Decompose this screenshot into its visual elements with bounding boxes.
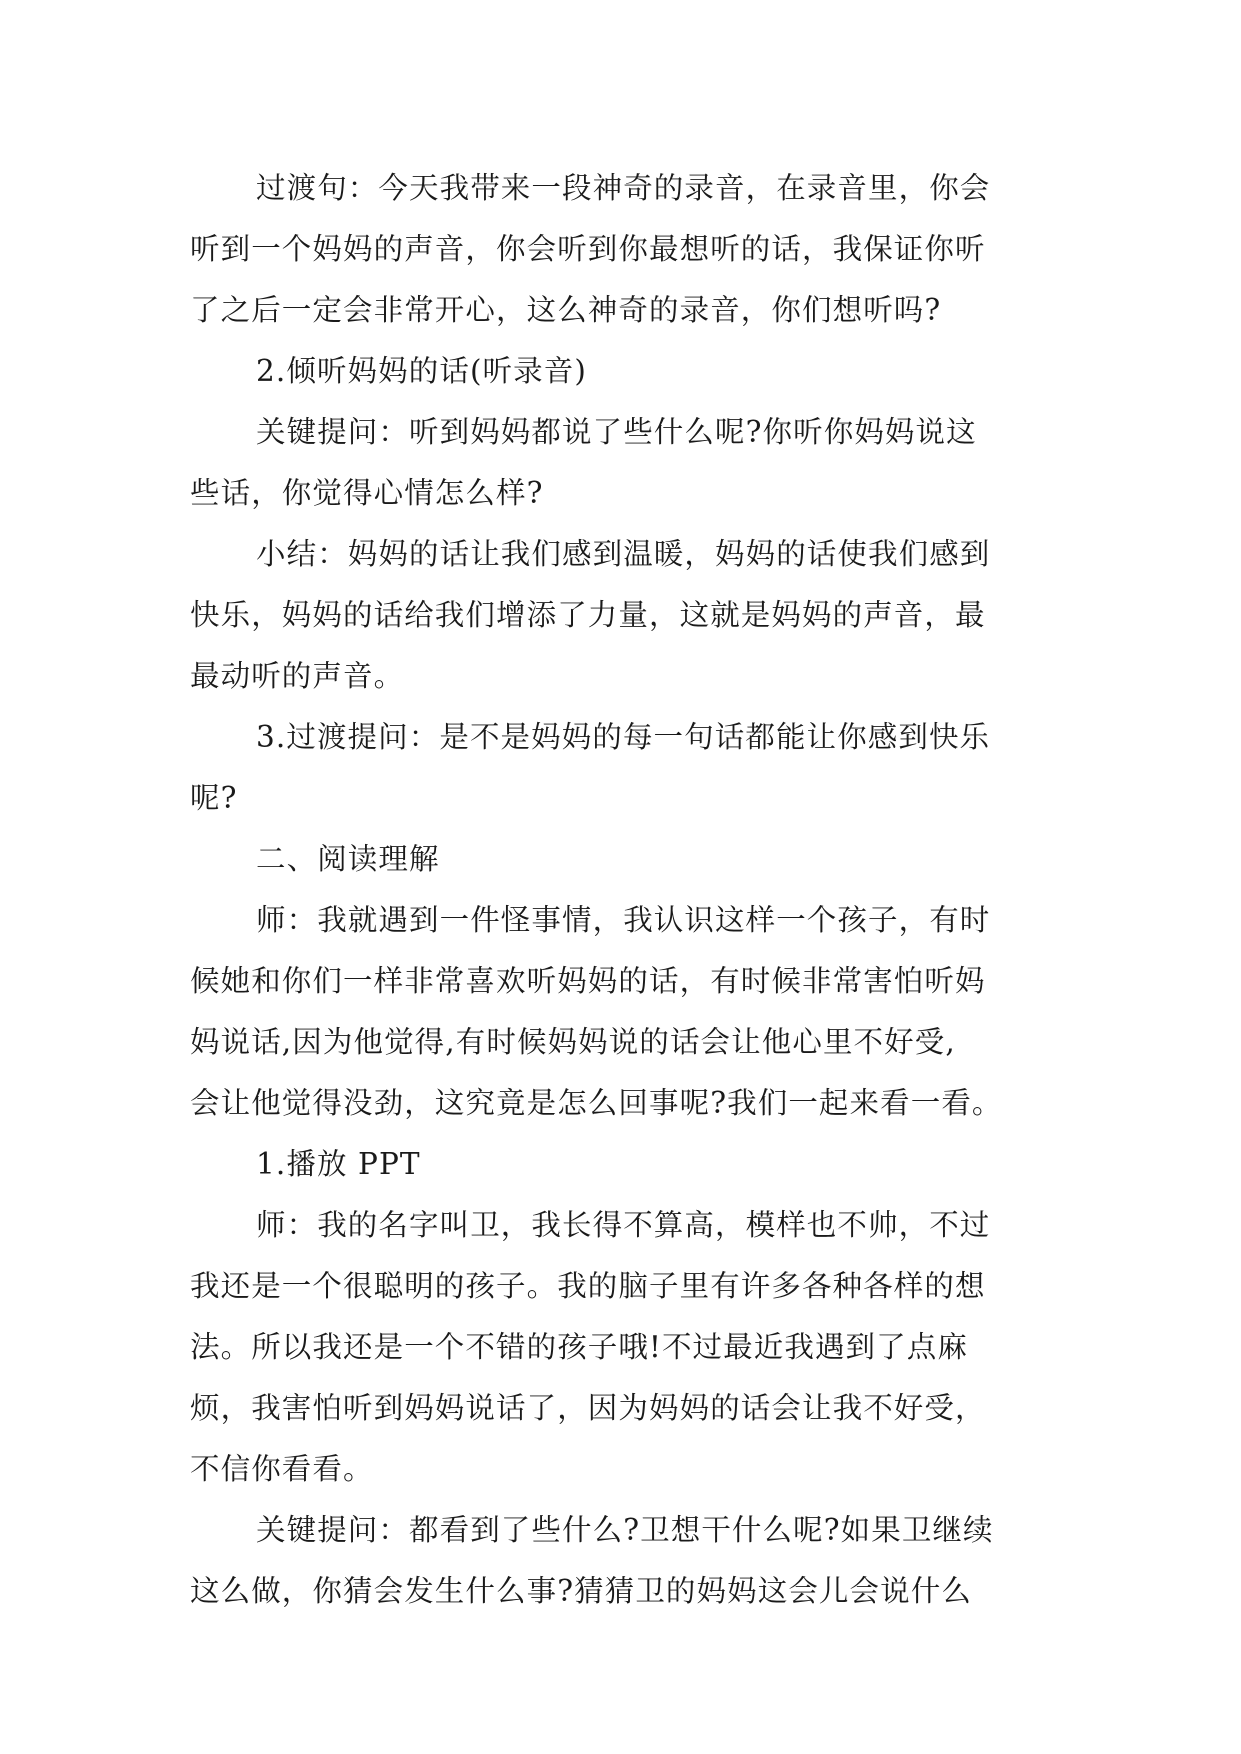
paragraph-line: 呢? [190,781,238,815]
paragraph-key-question-1 [190,402,1050,524]
paragraph-line: 二、阅读理解 [256,842,440,876]
paragraph-line: 这么做，你猜会发生什么事?猜猜卫的妈妈这会儿会说什么 [190,1574,972,1608]
paragraph-line: 过渡句：今天我带来一段神奇的录音，在录音里，你会 [256,171,991,205]
paragraph-line: 关键提问：听到妈妈都说了些什么呢?你听你妈妈说这 [256,415,977,449]
paragraph-step-1-ppt [190,1134,1050,1195]
paragraph-line: 最动听的声音。 [190,659,405,693]
paragraph-line: 2.倾听妈妈的话(听录音) [256,354,587,388]
paragraph-step-2 [190,341,1050,402]
paragraph-line: 些话，你觉得心情怎么样? [190,476,544,510]
paragraph-key-question-2 [190,1500,1050,1622]
paragraph-teacher-2 [190,1195,1050,1500]
paragraph-line: 听到一个妈妈的声音，你会听到你最想听的话，我保证你听 [190,232,986,266]
paragraph-line: 关键提问：都看到了些什么?卫想干什么呢?如果卫继续 [256,1513,994,1547]
paragraph-line: 了之后一定会非常开心，这么神奇的录音，你们想听吗? [190,293,942,327]
paragraph-line: 快乐，妈妈的话给我们增添了力量，这就是妈妈的声音，最 [190,598,986,632]
paragraph-line: 不信你看看。 [190,1452,374,1486]
paragraph-line: 会让他觉得没劲，这究竟是怎么回事呢?我们一起来看一看。 [190,1086,1003,1120]
paragraph-summary [190,524,1050,707]
paragraph-transition-sentence [190,158,1050,341]
document-body [190,158,1050,1622]
paragraph-line: 3.过渡提问：是不是妈妈的每一句话都能让你感到快乐 [256,720,991,754]
paragraph-step-3 [190,707,1050,829]
paragraph-line: 师：我就遇到一件怪事情，我认识这样一个孩子，有时 [256,903,991,937]
paragraph-line: 法。所以我还是一个不错的孩子哦!不过最近我遇到了点麻 [190,1330,968,1364]
paragraph-line: 候她和你们一样非常喜欢听妈妈的话，有时候非常害怕听妈 [190,964,986,998]
paragraph-teacher-1 [190,890,1050,1134]
paragraph-line: 妈说话,因为他觉得,有时候妈妈说的话会让他心里不好受, [190,1025,956,1059]
paragraph-line: 1.播放 PPT [256,1147,421,1181]
paragraph-section-2-heading [190,829,1050,890]
paragraph-line: 我还是一个很聪明的孩子。我的脑子里有许多各种各样的想 [190,1269,986,1303]
paragraph-line: 师：我的名字叫卫，我长得不算高，模样也不帅，不过 [256,1208,991,1242]
paragraph-line: 小结：妈妈的话让我们感到温暖，妈妈的话使我们感到 [256,537,991,571]
paragraph-line: 烦，我害怕听到妈妈说话了，因为妈妈的话会让我不好受， [190,1391,986,1425]
